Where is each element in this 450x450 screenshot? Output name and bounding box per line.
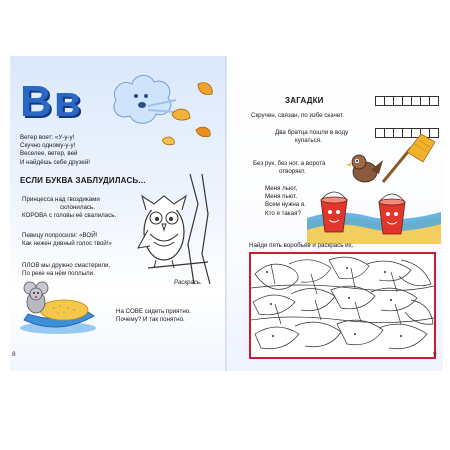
poem-wind <box>20 134 90 167</box>
riddle-3 <box>253 160 325 176</box>
sparrow-icon <box>345 152 385 186</box>
owl-drawing-icon <box>128 174 220 284</box>
stanza-singer <box>22 232 112 248</box>
sparrow-maze-frame <box>249 252 436 359</box>
poem-line: Скучно одному-у-у! <box>20 142 76 150</box>
riddle-line: Без рук, без ног, а ворота <box>253 160 326 167</box>
riddle-1: Скручен, связан, по избе скачет. <box>251 112 344 119</box>
riddle-line: Кто я такая? <box>265 209 301 217</box>
bottom-riddle <box>116 308 191 324</box>
poem-line: Веселее, ветер, вей <box>20 150 78 158</box>
stanza-line: КОРОВА с головы её свалилась. <box>22 212 117 220</box>
page-number: 9 <box>433 351 437 358</box>
riddle-line: купаться. <box>295 137 322 145</box>
left-page <box>10 56 226 371</box>
bucket-icon <box>321 192 347 232</box>
stanza-line: ПЛОВ мы дружно смастерили, <box>22 262 111 269</box>
section-title: ЕСЛИ БУКВА ЗАБЛУДИЛАСЬ... <box>20 176 146 185</box>
mouse-on-pilaf-boat-icon <box>18 278 96 338</box>
right-page <box>227 56 443 371</box>
stanza-line: По реке на нём поплыли. <box>22 270 95 278</box>
riddles-title: ЗАГАДКИ <box>285 96 324 105</box>
stanza-pilaf <box>22 262 110 278</box>
autumn-leaf-icon <box>162 78 222 148</box>
answer-boxes-1[interactable] <box>375 96 438 106</box>
stanza-line: Как нежен дивный голос твой!» <box>22 240 112 248</box>
book-spread <box>10 56 443 371</box>
riddle-line: отворяет. <box>279 168 306 176</box>
title-letters: Вв <box>20 77 83 126</box>
stanza-princess <box>22 196 116 221</box>
riddle-line: Два братца пошли в воду <box>275 129 349 136</box>
stanza-line: склонилась. <box>60 204 95 212</box>
bottom-line: Почему? И так понятно. <box>116 316 185 324</box>
answer-box[interactable] <box>429 96 439 106</box>
water-scene <box>307 182 441 244</box>
riddle-line: Меня пьют. <box>265 193 298 201</box>
riddle-line: Меня льют, <box>265 185 298 192</box>
bucket-icon <box>379 194 405 234</box>
maze-instruction: Найди пять воробьёв и раскрась их. <box>249 242 354 249</box>
bottom-line: На СОВЕ сидеть приятно. <box>116 308 191 315</box>
birds-maze-icon[interactable] <box>251 254 434 357</box>
poem-line: Ветер воет: «У-у-у! <box>20 134 75 141</box>
riddle-line: Всем нужна я. <box>265 201 307 209</box>
riddle-2 <box>275 129 348 145</box>
stanza-line: Певицу попросили: «ВОЙ! <box>22 232 98 239</box>
page-number: 8 <box>12 351 16 358</box>
color-caption: Раскрась. <box>174 280 202 286</box>
poem-line: И найдёшь себе друзей! <box>20 158 90 166</box>
riddle-4 <box>265 185 306 218</box>
stanza-line: Принцесса над гвоздиками <box>22 196 100 203</box>
broom-icon <box>377 134 437 184</box>
